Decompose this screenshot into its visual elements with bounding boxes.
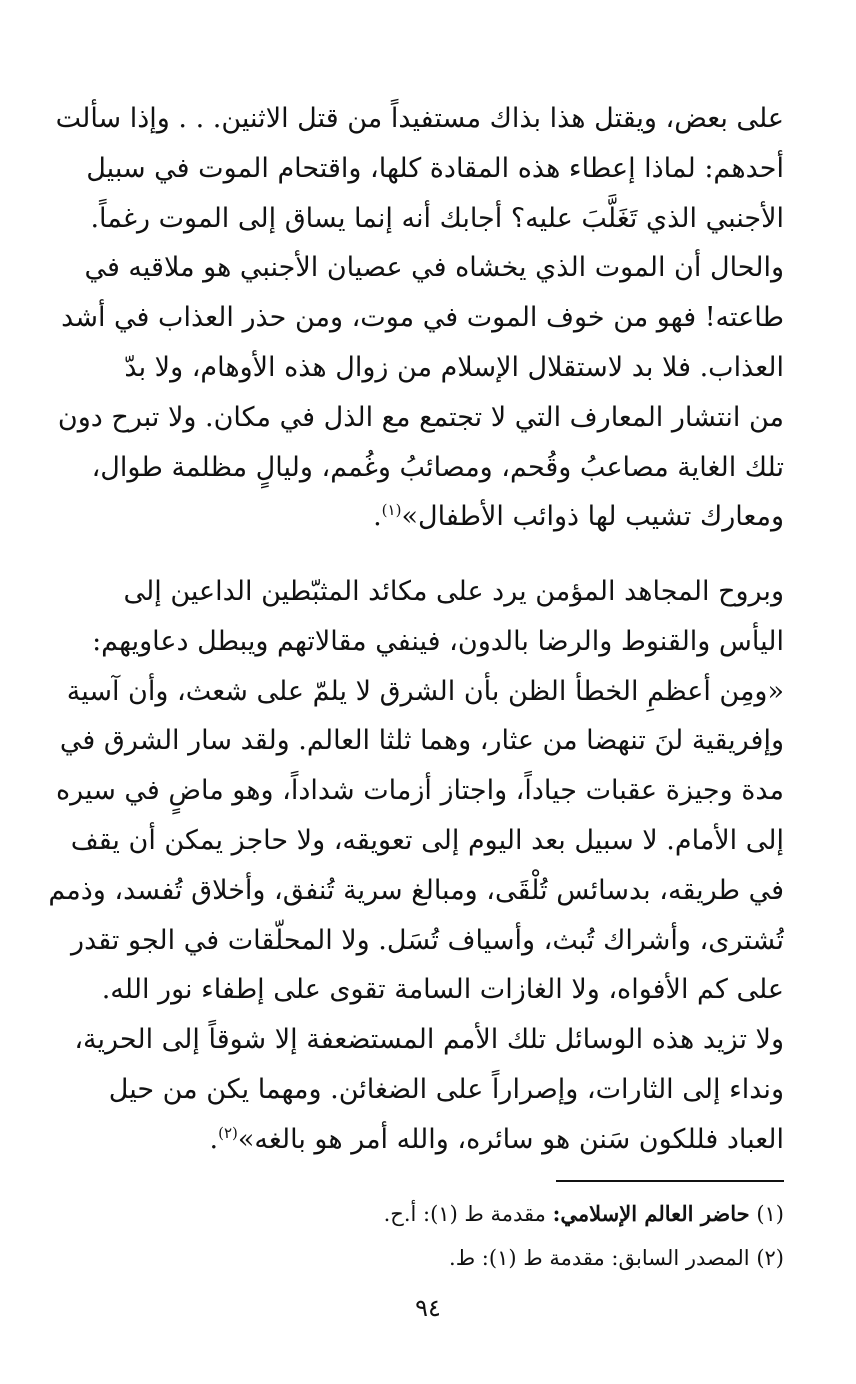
text-line: أحدهم: لماذا إعطاء هذه المقادة كلها، واقتحام الموت في سبيل bbox=[86, 152, 784, 184]
footnote-source-title: حاضر العالم الإسلامي: bbox=[552, 1201, 750, 1226]
text-line: اليأس والقنوط والرضا بالدون، فينفي مقالاتهم ويبطل دعاويهم: bbox=[92, 625, 784, 657]
footnote-number: (٢) bbox=[756, 1246, 784, 1270]
footnote-ref-2: (٢) bbox=[218, 1123, 238, 1142]
text-line: الأجنبي الذي تَغَلَّبَ عليه؟ أجابك أنه إنما يساق إلى الموت رغماً. bbox=[90, 202, 784, 234]
text-line: والحال أن الموت الذي يخشاه في عصيان الأجنبي هو ملاقيه في bbox=[84, 252, 784, 284]
footnote-text: مقدمة ط (١): أ.ح. bbox=[383, 1202, 546, 1226]
text-line: ونداء إلى الثارات، وإصراراً على الضغائن. ومهما يكن من حيل bbox=[108, 1073, 784, 1105]
footnote-1 bbox=[36, 1192, 784, 1236]
body-paragraph-1 bbox=[36, 94, 784, 542]
end-mark: . bbox=[373, 501, 382, 533]
footnote-2 bbox=[36, 1236, 784, 1280]
text-line: وبروح المجاهد المؤمن يرد على مكائد المثبّطين الداعين إلى bbox=[123, 576, 784, 607]
footnote-text: المصدر السابق: مقدمة ط (١): ط. bbox=[449, 1246, 750, 1270]
body-paragraph-2 bbox=[36, 567, 784, 1165]
footnote-ref-1: (١) bbox=[381, 501, 402, 520]
text-line: تلك الغاية مصاعبُ وقُحم، ومصائبُ وغُمم، وليالٍ مظلمة طوال، bbox=[91, 451, 784, 483]
text-line: «ومِن أعظمِ الخطأ الظن بأن الشرق لا يلمّ على شعث، وأن آسية bbox=[66, 675, 784, 707]
text-line: على بعض، ويقتل هذا بذاك مستفيداً من قتل الاثنين. . . وإذا سألت bbox=[55, 103, 784, 134]
text-line: مدة وجيزة عقبات جياداً، واجتاز أزمات شداداً، وهو ماضٍ في سيره bbox=[56, 775, 784, 807]
text-line: العذاب. فلا بد لاستقلال الإسلام من زوال هذه الأوهام، ولا بدّ bbox=[124, 351, 784, 383]
text-line: على كم الأفواه، ولا الغازات السامة تقوى على إطفاء نور الله. bbox=[101, 974, 784, 1006]
last-line-text: العباد فللكون سَنن هو سائره، والله أمر هو بالغه» bbox=[237, 1123, 784, 1155]
text-line: وإفريقية لنَ تنهضا من عثار، وهما ثلثا العالم. ولقد سار الشرق في bbox=[59, 725, 784, 757]
footnote-divider bbox=[556, 1180, 784, 1182]
text-line: إلى الأمام. لا سبيل بعد اليوم إلى تعويقه، ولا حاجز يمكن أن يقف bbox=[70, 824, 784, 856]
text-line: ولا تزيد هذه الوسائل تلك الأمم المستضعفة إلا شوقاً إلى الحرية، bbox=[74, 1024, 784, 1056]
text-line: في طريقه، بدسائس تُلْقَى، ومبالغ سرية تُنفق، وأخلاق تُفسد، وذمم bbox=[48, 874, 784, 906]
footnotes bbox=[36, 1192, 784, 1280]
text-line: طاعته! فهو من خوف الموت في موت، ومن حذر العذاب في أشد bbox=[61, 302, 784, 334]
end-mark: . bbox=[209, 1123, 219, 1155]
text-line-last bbox=[36, 1115, 784, 1165]
page-number: ٩٤ bbox=[415, 1294, 441, 1322]
text-line: تُشترى، وأشراك تُبث، وأسياف تُسَل. ولا المحلّقات في الجو تقدر bbox=[71, 924, 784, 956]
last-line-text: ومعارك تشيب لها ذوائب الأطفال» bbox=[401, 501, 784, 533]
footnote-number: (١) bbox=[756, 1202, 784, 1226]
text-line-last bbox=[36, 492, 784, 542]
text-line: من انتشار المعارف التي لا تجتمع مع الذل في مكان. ولا تبرح دون bbox=[57, 401, 784, 433]
